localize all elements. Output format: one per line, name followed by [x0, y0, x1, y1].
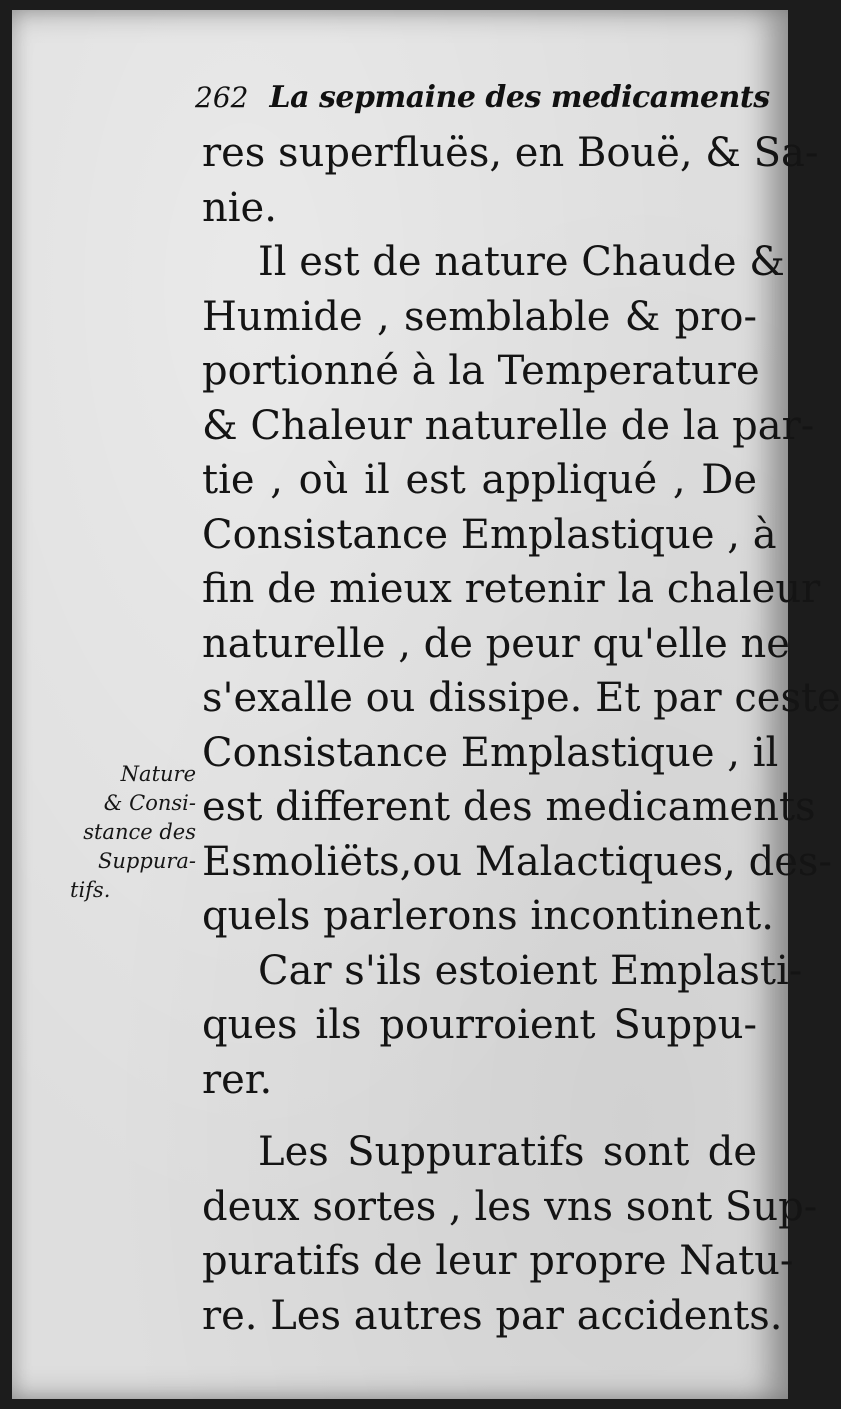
- text-line: nie.: [202, 184, 277, 231]
- book-page: [12, 10, 841, 1399]
- text-line: ques ils pourroient Suppu-: [202, 1002, 757, 1048]
- page-number: 262: [195, 81, 249, 114]
- text-line: Il est de nature Chaude &: [258, 239, 785, 285]
- body-text: [202, 126, 841, 1343]
- text-line: rer.: [202, 1056, 273, 1103]
- margin-note-line: stance des: [83, 820, 196, 844]
- text-line: puratifs de leur propre Natu-: [202, 1238, 794, 1284]
- text-line: portionné à la Temperature: [202, 348, 760, 394]
- text-line: quels parlerons incontinent.: [202, 893, 774, 939]
- text-line: Consistance Emplastique , à: [202, 511, 777, 558]
- text-line: & Chaleur naturelle de la par-: [202, 402, 815, 449]
- margin-note-line: Nature: [120, 762, 196, 786]
- text-line: Les Suppuratifs sont de: [258, 1129, 757, 1175]
- margin-note: [70, 760, 200, 905]
- text-line: Humide , semblable & pro-: [202, 293, 757, 340]
- text-line: fin de mieux retenir la chaleur: [202, 566, 821, 612]
- text-line: s'exalle ou dissipe. Et par ceste: [202, 675, 841, 721]
- text-line: naturelle , de peur qu'elle ne: [202, 620, 790, 667]
- margin-note-line: tifs.: [70, 878, 111, 902]
- margin-note-line: & Consi-: [103, 791, 196, 815]
- text-line: re. Les autres par accidents.: [202, 1292, 783, 1339]
- text-line: Car s'ils estoient Emplasti-: [258, 947, 803, 994]
- margin-note-line: Suppura-: [98, 849, 196, 873]
- text-line: Consistance Emplastique , il: [202, 729, 779, 776]
- text-line: tie , où il est appliqué , De: [202, 457, 757, 503]
- text-line: est different des medicaments: [202, 784, 816, 830]
- text-line: Esmoliëts,ou Malactiques, des-: [202, 838, 832, 885]
- page-header: [195, 80, 770, 120]
- running-title: La sepmaine des medicaments: [269, 80, 770, 115]
- text-line: deux sortes , les vns sont Sup-: [202, 1183, 818, 1230]
- text-line: res superfluës, en Bouë, & Sa-: [202, 130, 819, 176]
